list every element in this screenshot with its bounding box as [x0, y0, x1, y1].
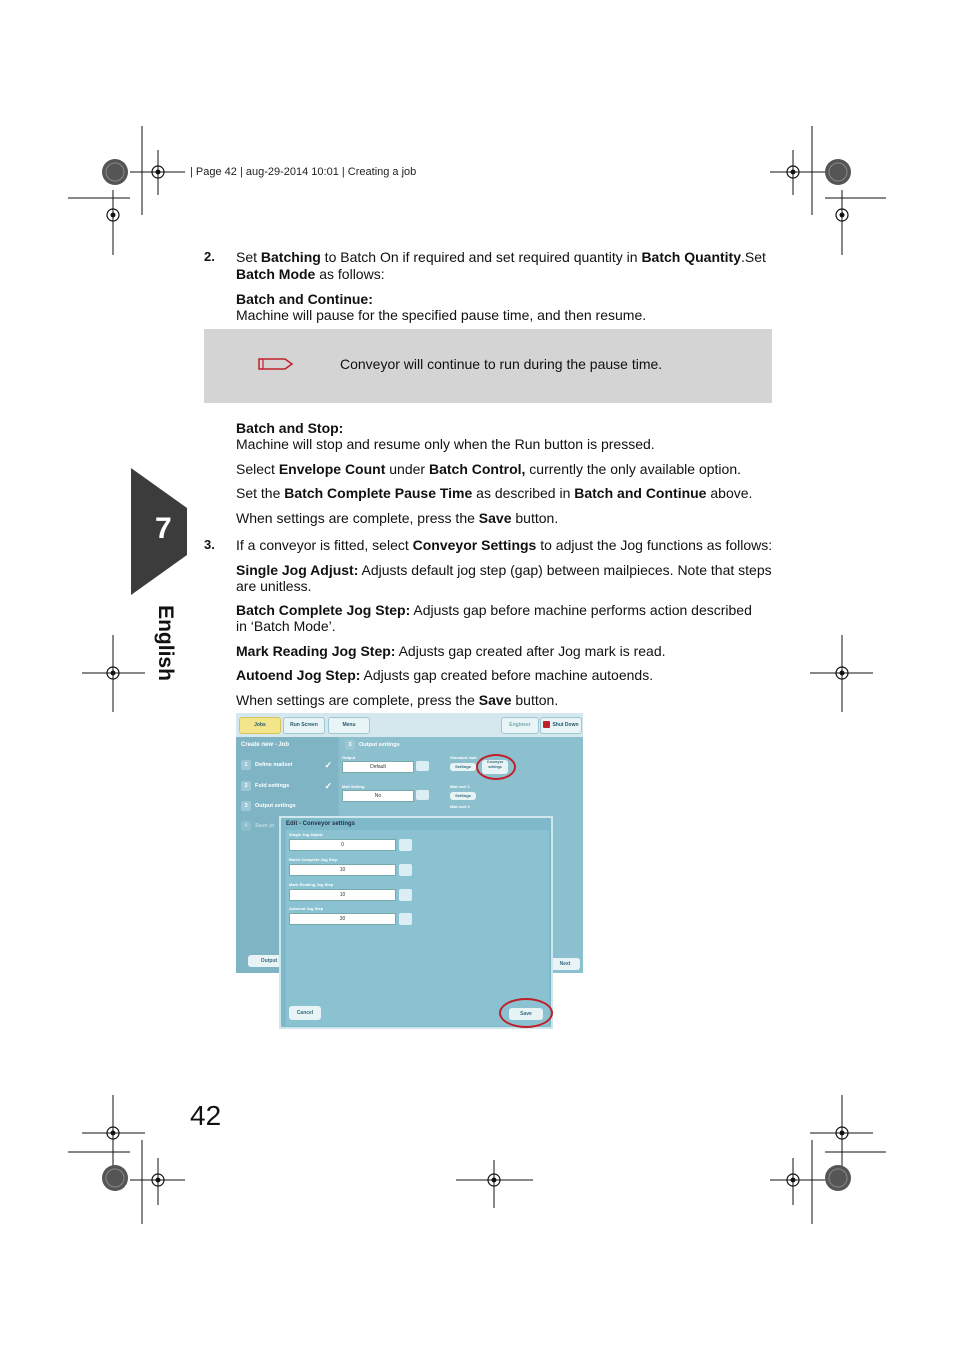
step3-save-line: When settings are complete, press the Save button.: [236, 692, 559, 708]
batch-jog-input[interactable]: 10: [289, 864, 396, 876]
autoend-jog-input[interactable]: 30: [289, 913, 396, 925]
output-settings-header: 3 Output settings: [342, 737, 542, 754]
step2-paragraph: Set Batching to Batch On if required and set required quantity in Batch Quantity.Set: [236, 249, 766, 265]
output-label: Output: [342, 755, 356, 760]
engineer-button[interactable]: Engineer: [501, 717, 539, 734]
pencil-note-icon: [258, 356, 294, 372]
step2-paragraph-cont: Batch Mode as follows:: [236, 266, 385, 282]
step-number-3: 3.: [204, 537, 215, 552]
check-icon: ✓: [324, 760, 332, 770]
top-bar: [236, 713, 583, 737]
mail-sort-1-label: Mail sort 1: [450, 784, 470, 789]
settings-button[interactable]: Settings: [450, 763, 476, 771]
mark-jog-label: Mark Reading Jog Step: [289, 882, 334, 887]
step-output-settings[interactable]: 3 Output settings: [238, 798, 336, 815]
step-fold-settings[interactable]: 2 Fold settings ✓: [238, 778, 336, 795]
cancel-button[interactable]: Cancel: [289, 1006, 321, 1020]
note-text: Conveyor will continue to run during the pause time.: [340, 356, 663, 372]
save-button[interactable]: Save: [509, 1008, 543, 1020]
conveyor-highlight-circle: [476, 754, 516, 780]
autoend-jog-text: Autoend Jog Step: Adjusts gap created before machine autoends.: [236, 667, 654, 683]
single-jog-text: Single Jog Adjust: Adjusts default jog step (gap) between mailpieces. Note that steps: [236, 562, 772, 578]
batch-jog-text: Batch Complete Jog Step: Adjusts gap before machine performs action described: [236, 602, 752, 618]
batch-stop-text: Machine will stop and resume only when the Run button is pressed.: [236, 436, 655, 452]
output-select[interactable]: Default: [342, 761, 414, 773]
single-jog-text-cont: are unitless.: [236, 578, 312, 594]
keypad-icon[interactable]: [399, 839, 412, 851]
next-button[interactable]: Next: [550, 958, 580, 970]
tab-run-screen[interactable]: Run Screen: [283, 717, 325, 734]
dialog-title: Edit - Conveyor settings: [286, 821, 356, 827]
single-jog-label: Single Jog Adjust: [289, 832, 323, 837]
dropdown-icon[interactable]: [416, 761, 429, 771]
left-panel-title: Create new - Job: [241, 742, 290, 748]
standard-mail-label: Standard mail: [450, 755, 477, 760]
check-icon: ✓: [324, 781, 332, 791]
step2-save-line: When settings are complete, press the Save button.: [236, 510, 559, 526]
keypad-icon[interactable]: [399, 864, 412, 876]
shutdown-button[interactable]: Shut Down: [540, 717, 582, 734]
keypad-icon[interactable]: [399, 889, 412, 901]
mark-jog-text: Mark Reading Jog Step: Adjusts gap created after Jog mark is read.: [236, 643, 666, 659]
autoend-jog-label: Autoend Jog Step: [289, 906, 324, 911]
batch-continue-text: Machine will pause for the specified pause time, and then resume.: [236, 307, 647, 323]
chapter-number: 7: [155, 512, 172, 545]
single-jog-input[interactable]: 0: [289, 839, 396, 851]
step-define-mailset[interactable]: 1 Define mailset ✓: [238, 757, 336, 774]
keyboard-icon[interactable]: [416, 790, 429, 800]
mail-setting-label: Mail Setting: [342, 784, 365, 789]
tab-jobs[interactable]: Jobs: [239, 717, 281, 734]
conveyor-settings-button[interactable]: Conveyor settings: [482, 760, 508, 774]
tab-menu[interactable]: Menu: [328, 717, 370, 734]
batch-continue-title: Batch and Continue:: [236, 291, 373, 307]
page-number: 42: [190, 1100, 222, 1131]
output-bottom-button[interactable]: Output: [248, 955, 290, 967]
batch-stop-title: Batch and Stop:: [236, 420, 344, 436]
save-highlight-circle: [499, 998, 553, 1028]
step-number-2: 2.: [204, 249, 215, 264]
conveyor-settings-screenshot: [236, 713, 583, 1029]
power-icon: [543, 721, 550, 728]
step3-intro: If a conveyor is fitted, select Conveyor Settings to adjust the Jog functions as follows:: [236, 537, 773, 553]
mail-setting-select[interactable]: No: [342, 790, 414, 802]
select-envelope-line: Select Envelope Count under Batch Control, currently the only available option.: [236, 461, 741, 477]
page-header: | Page 42 | aug-29-2014 10:01 | Creating a job: [190, 166, 417, 178]
dialog-body: [286, 830, 549, 1026]
language-label: English: [154, 605, 177, 681]
batch-jog-text-cont: in ‘Batch Mode’.: [236, 618, 336, 634]
mark-jog-input[interactable]: 10: [289, 889, 396, 901]
pause-time-line: Set the Batch Complete Pause Time as described in Batch and Continue above.: [236, 485, 753, 501]
settings-button-2[interactable]: Settings: [450, 792, 476, 800]
note-box: [204, 329, 772, 403]
step-save-job[interactable]: 4 Save jo: [238, 818, 336, 835]
mail-sort-2-label: Mail sort 2: [450, 804, 470, 809]
conveyor-settings-dialog: [279, 816, 553, 1029]
batch-jog-label: Batch Complete Jog Step: [289, 857, 338, 862]
keypad-icon[interactable]: [399, 913, 412, 925]
